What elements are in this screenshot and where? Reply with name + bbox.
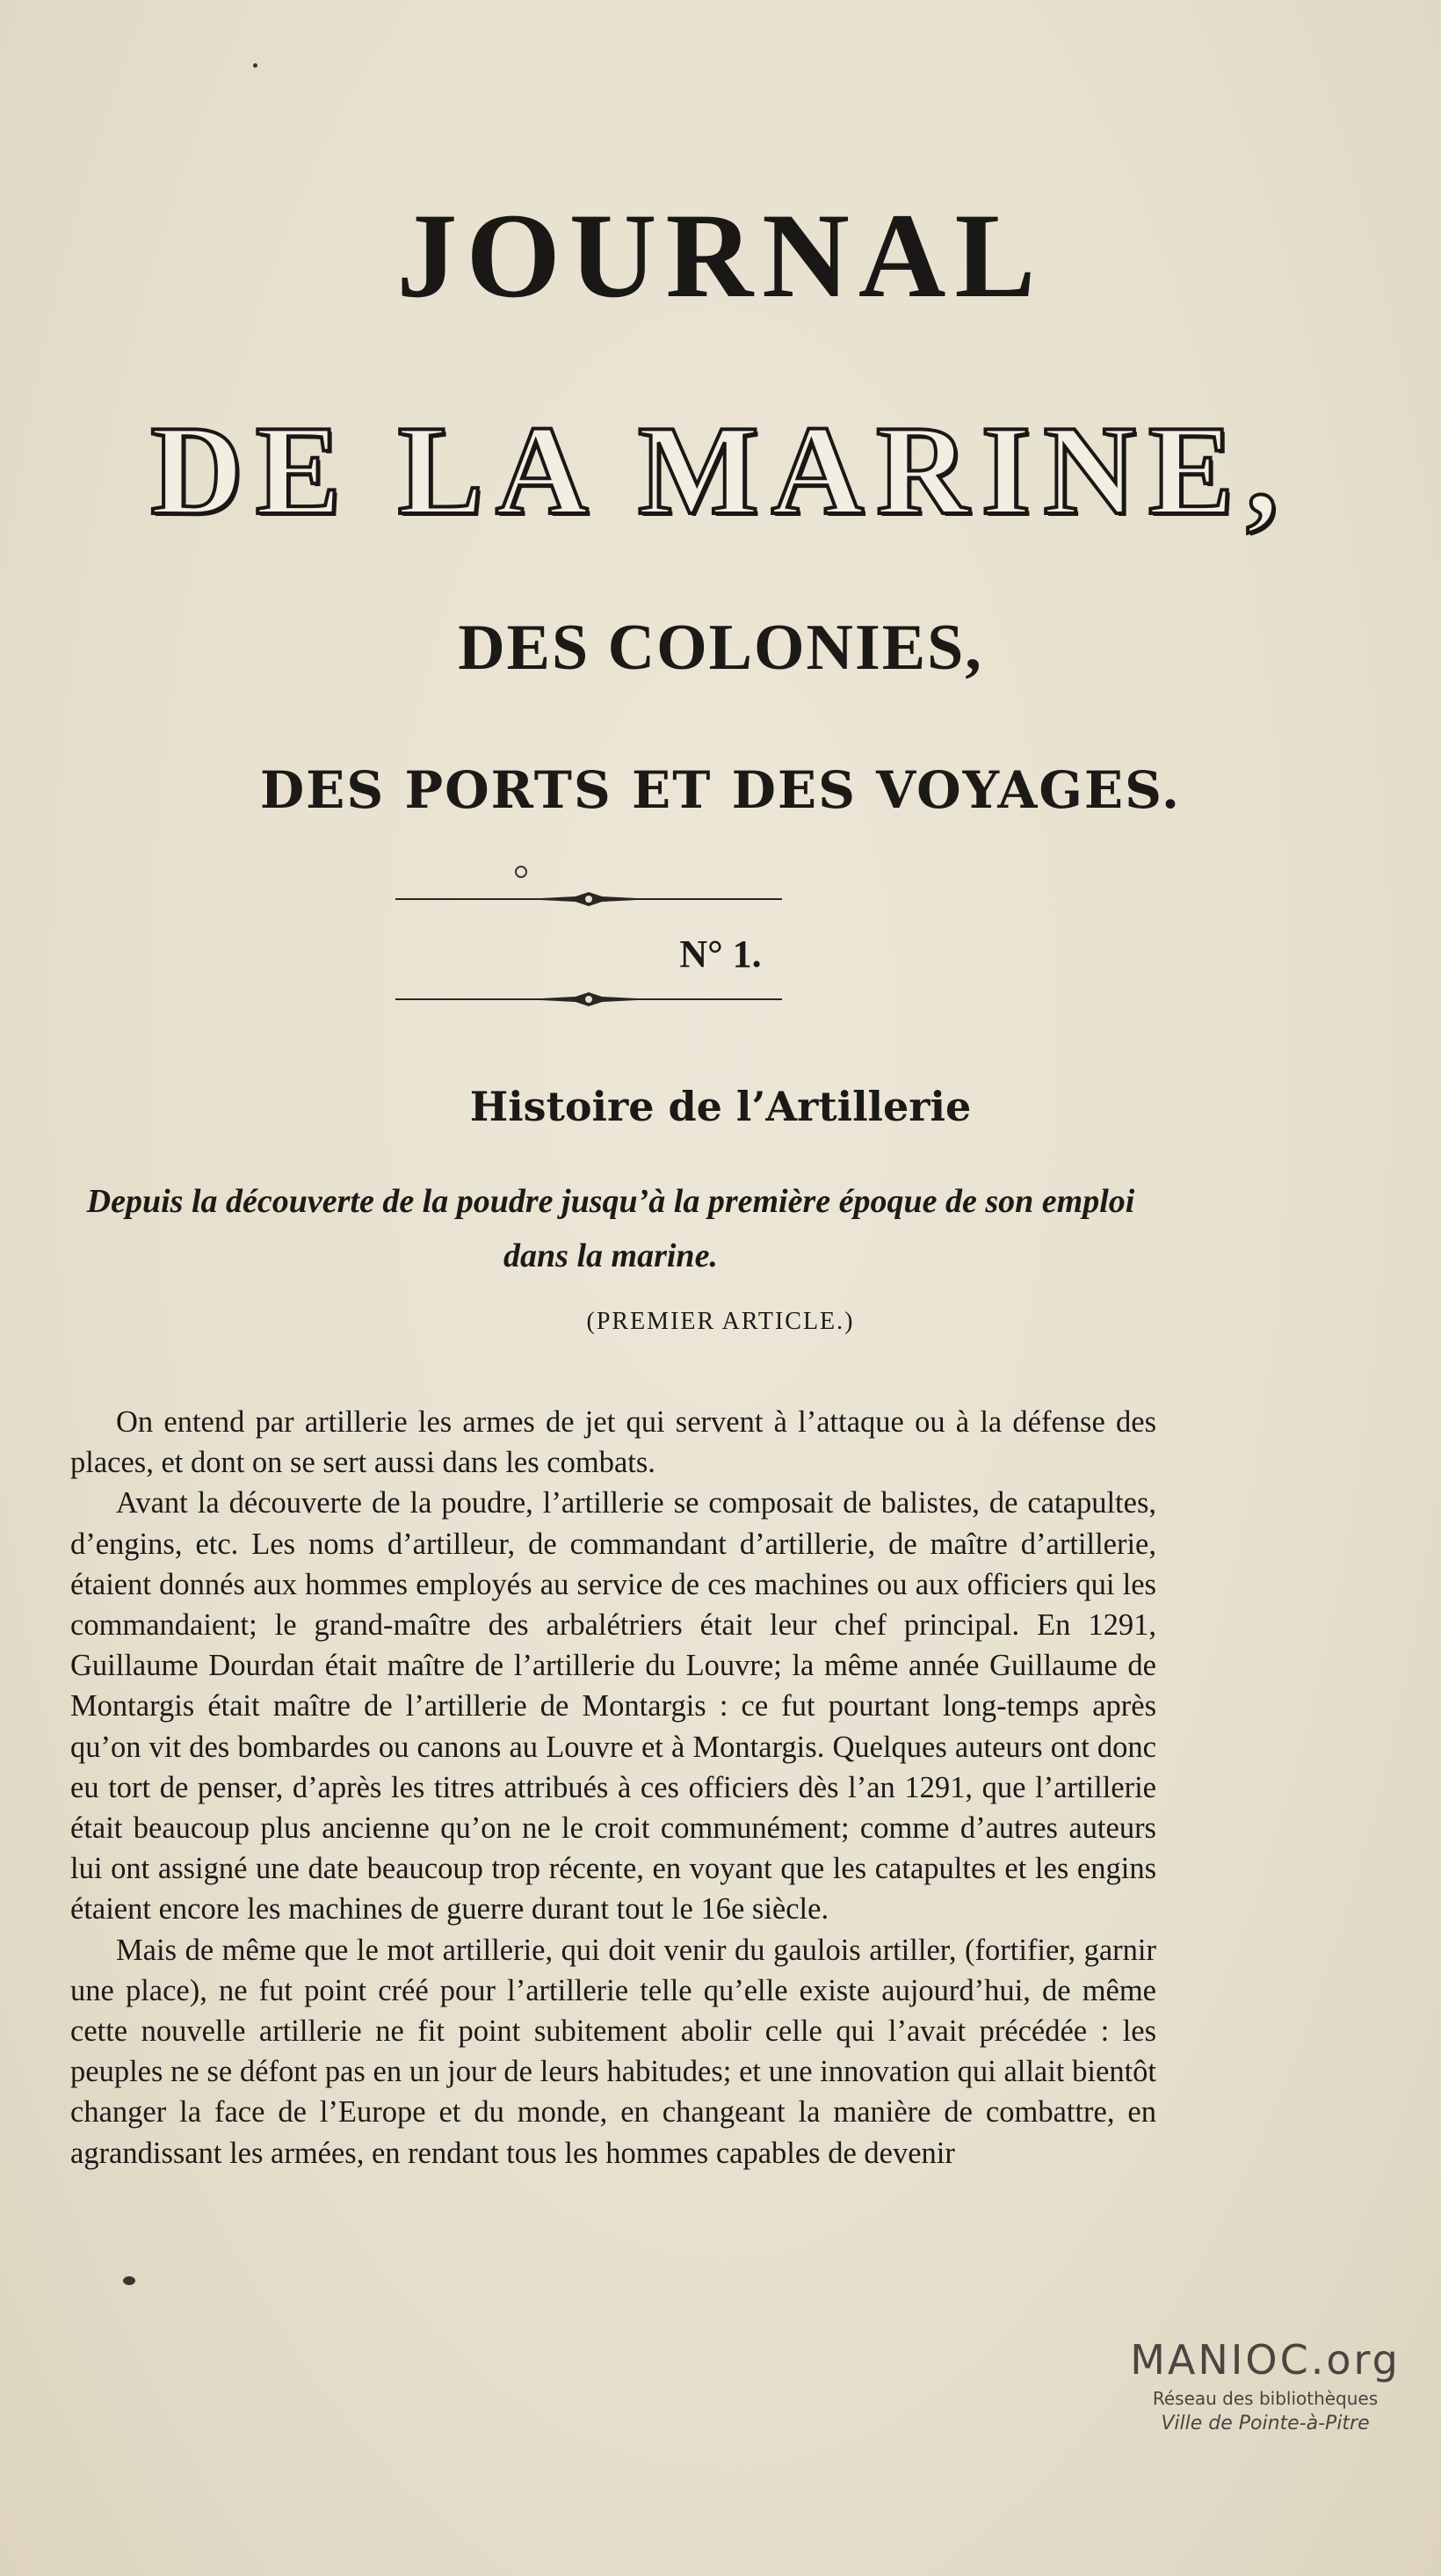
ink-speck	[123, 2276, 135, 2285]
paragraph: Avant la découverte de la poudre, l’artillerie se composait de balistes, de catapultes, d’engins, etc. Les noms d’artilleur, de commandant d’artillerie, de maître d’artillerie, étaient donnés aux hommes employés au service de ces machines ou aux officiers qui les commandaient; le grand-maître des arbalétriers était leur chef principal. En 1291, Guillaume Dourdan était maître de l’artillerie du Louvre; la même année Guillaume de Montargis était maître de l’artillerie de Montargis : ce fut pourtant long-temps après qu’on vit des bombardes ou canons au Louvre et à Montargis. Quelques auteurs ont donc eu tort de penser, d’après les titres attribués à ces officiers dès l’an 1291, que l’artillerie était beaucoup plus ancienne qu’on ne le croit communément; comme d’autres auteurs lui ont assigné une date beaucoup trop récente, en voyant que les catapultes et les engins étaient encore les machines de guerre durant tout le 16e siècle.	[70, 1486, 1156, 1927]
issue-number: N° 1.	[679, 932, 762, 976]
masthead-de-la-marine: DE LA MARINE,	[150, 399, 1291, 541]
ornamental-rule-top	[395, 898, 782, 900]
manioc-watermark	[1116, 2338, 1415, 2435]
masthead-des-ports: DES PORTS ET DES VOYAGES.	[259, 760, 1182, 820]
article-title: Histoire de l’Artillerie	[469, 1083, 972, 1130]
manioc-logo: MANIOC.org	[1130, 2336, 1401, 2384]
ink-speck	[515, 866, 527, 878]
paragraph: Mais de même que le mot artillerie, qui doit venir du gaulois artiller, (fortifier, garnir une place), ne fut point créé pour l’artillerie telle qu’elle existe aujourd’hui, de même cette nouvelle artillerie ne fit point subitement abolir celle qui l’avait précédée : les peuples ne se défont pas en un jour de leurs habitudes; et une innovation qui allait bientôt changer la face de l’Europe et du monde, en changeant la manière de combattre, en agrandissant les armées, en rendant tous les hommes capables de devenir	[70, 1933, 1156, 2170]
ink-speck	[253, 63, 257, 68]
article-note: (PREMIER ARTICLE.)	[586, 1308, 855, 1335]
masthead-des-colonies: DES COLONIES,	[458, 612, 983, 684]
watermark-network: Réseau des bibliothèques	[1152, 2387, 1379, 2409]
ornament-icon	[523, 892, 655, 906]
masthead-journal: JOURNAL	[396, 188, 1045, 323]
ornamental-rule-bottom	[395, 998, 782, 1000]
paragraph: On entend par artillerie les armes de jet qui servent à l’attaque ou à la défense des places, et dont on se sert aussi dans les combats.	[70, 1405, 1156, 1480]
watermark-city: Ville de Pointe-à-Pitre	[1161, 2412, 1370, 2435]
article-body	[70, 1402, 1156, 2173]
ornament-icon	[523, 992, 655, 1006]
article-subtitle: Depuis la découverte de la poudre jusqu’à la première époque de son emploi dans la marine.	[86, 1183, 1135, 1274]
